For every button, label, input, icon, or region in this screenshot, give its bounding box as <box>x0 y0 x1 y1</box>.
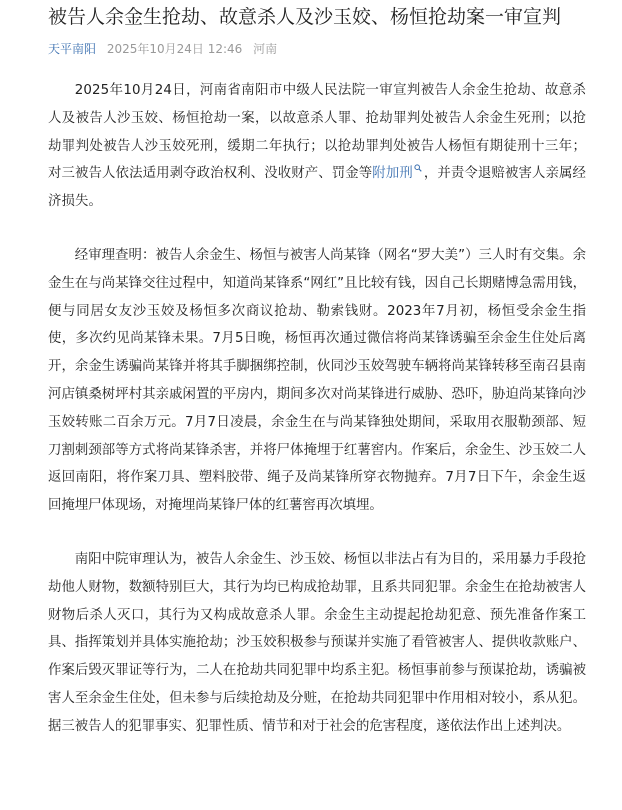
article-meta <box>48 41 586 57</box>
source-link[interactable]: 天平南阳 <box>48 42 97 56</box>
paragraph-verdict <box>48 77 586 216</box>
paragraph-court-opinion: 南阳中院审理认为，被告人余金生、沙玉姣、杨恒以非法占有为目的，采用暴力手段抢劫他人财物，数额特别巨大，其行为均已构成抢劫罪，且系共同犯罪。余金生在抢劫被害人财物后杀人灭口，其行为又构成故意杀人罪。余金生主动提起抢劫犯意、预先准备作案工具、指挥策划并具体实施抢劫；沙玉姣积极参与预谋并实施了看管被害人、提供收款账户、作案后毁灭罪证等行为，二人在抢劫共同犯罪中均系主犯。杨恒事前参与预谋抢劫，诱骗被害人至余金生住处，但未参与后续抢劫及分赃，在抢劫共同犯罪中作用相对较小，系从犯。据三被告人的犯罪事实、犯罪性质、情节和对于社会的危害程度，遂依法作出上述判决。 <box>48 551 586 734</box>
article-body <box>48 77 586 741</box>
supplementary-penalty-link[interactable]: 附加刑 <box>372 166 413 182</box>
paragraph-verdict-text: 2025年10月24日，河南省南阳市中级人民法院一审宣判被告人余金生抢劫、故意杀人及被告人沙玉姣、杨恒抢劫一案，以故意杀人罪、抢劫罪判处被告人余金生死刑；以抢劫罪判处被告人沙玉姣死刑，缓期二年执行；以抢劫罪判处被告人杨恒有期徒刑十三年；对三被告人依法适用剥夺政治权利、没收财产、罚金等 <box>48 83 586 182</box>
publish-time: 2025年10月24日 12:46 <box>106 42 243 56</box>
region-label: 河南 <box>253 42 278 56</box>
search-icon[interactable] <box>414 164 422 172</box>
paragraph-verdict-tail: ，并责令退赔被害人亲属经济损失。 <box>48 166 586 210</box>
article-title: 被告人余金生抢劫、故意杀人及沙玉姣、杨恒抢劫案一审宣判 <box>48 6 562 28</box>
paragraph-facts: 经审理查明：被告人余金生、杨恒与被害人尚某锋（网名“罗大美”）三人时有交集。余金生在与尚某锋交往过程中，知道尚某锋系“网红”且比较有钱，因自己长期赌博急需用钱，便与同居女友沙玉姣及杨恒多次商议抢劫、勒索钱财。2023年7月初，杨恒受余金生指使，多次约见尚某锋未果。7月5日晚，杨恒再次通过微信将尚某锋诱骗至余金生住处后离开，余金生诱骗尚某锋并将其手脚捆绑控制，伙同沙玉姣驾驶车辆将尚某锋转移至南召县南河店镇桑树坪村其亲戚闲置的平房内，期间多次对尚某锋进行威胁、恐吓，胁迫尚某锋向沙玉姣转账二百余万元。7月7日凌晨，余金生在与尚某锋独处期间，采取用衣服勒颈部、短刀割刺颈部等方式将尚某锋杀害，并将尸体掩埋于红薯窖内。作案后，余金生、沙玉姣二人返回南阳，将作案刀具、塑料胶带、绳子及尚某锋所穿衣物抛弃。7月7日下午，余金生返回掩埋尸体现场，对掩埋尚某锋尸体的红薯窖再次填埋。 <box>48 247 586 514</box>
